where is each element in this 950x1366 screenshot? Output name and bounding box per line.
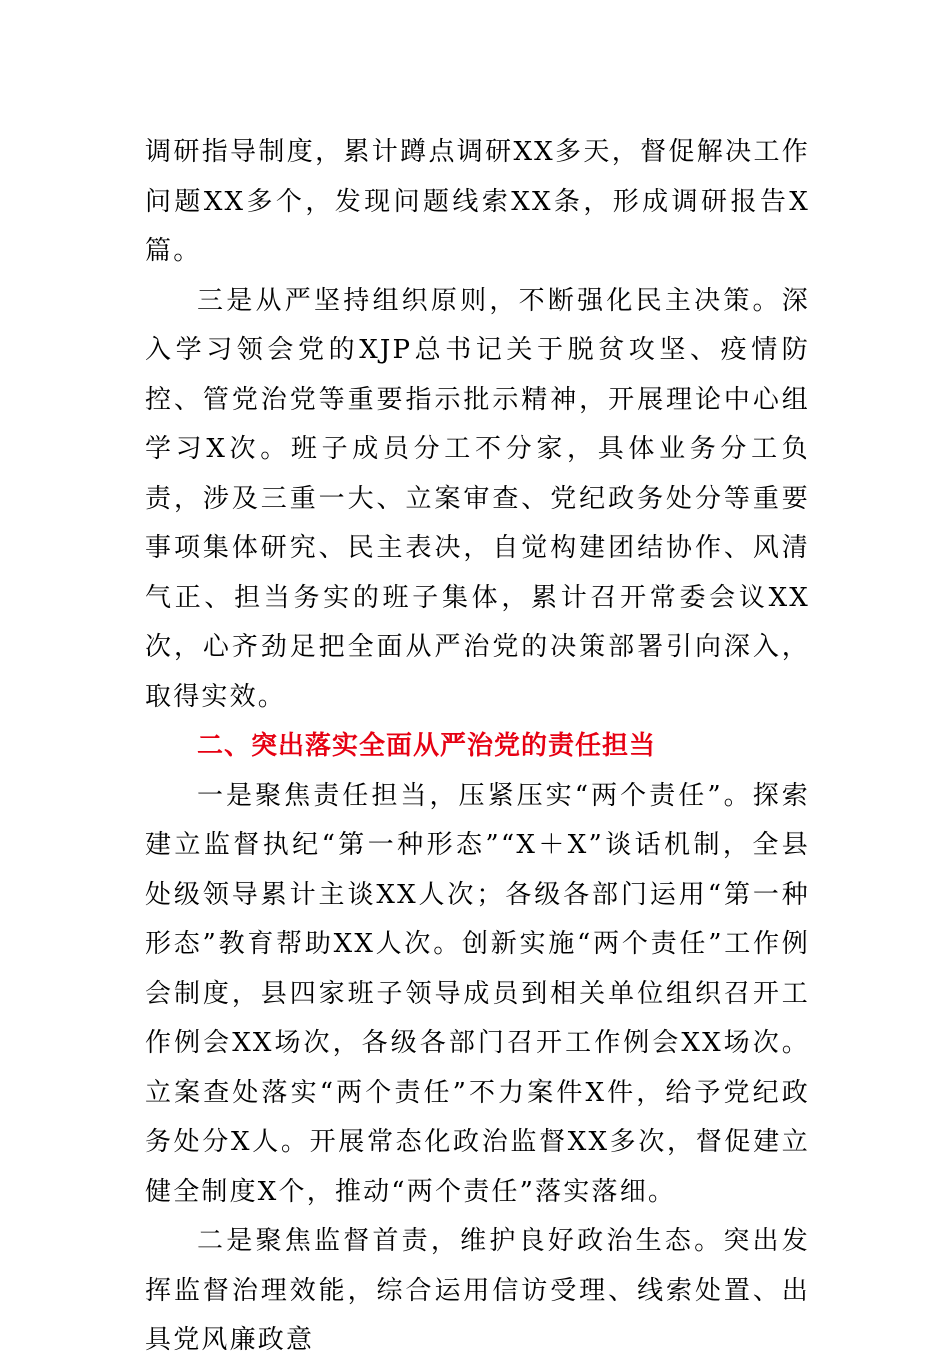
paragraph-supervision: 二是聚焦监督首责，维护良好政治生态。突出发挥监督治理效能，综合运用信访受理、线索处置、出具党风廉政意 <box>145 1226 810 1355</box>
section-heading: 二、突出落实全面从严治党的责任担当 <box>197 731 657 761</box>
paragraph-continued: 调研指导制度，累计蹲点调研XX多天，督促解决工作问题XX多个，发现问题线索XX条，形成调研报告X篇。 <box>145 137 810 266</box>
paragraph-responsibility: 一是聚焦责任担当，压紧压实“两个责任”。探索建立监督执纪“第一种形态”“X＋X”谈话机制，全县处级领导累计主谈XX人次；各级各部门运用“第一种形态”教育帮助XX人次。创新实施“两个责任”工作例会制度，县四家班子领导成员到相关单位组织召开工作例会XX场次，各级各部门召开工作例会XX场次。立案查处落实“两个责任”不力案件X件，给予党纪政务处分X人。开展常态化政治监督XX多次，督促建立健全制度X个，推动“两个责任”落实落细。 <box>145 780 810 1207</box>
paragraph-organization-principles: 三是从严坚持组织原则，不断强化民主决策。深入学习领会党的XJP总书记关于脱贫攻坚、疫情防控、管党治党等重要指示批示精神，开展理论中心组学习X次。班子成员分工不分家，具体业务分工负责，涉及三重一大、立案审查、党纪政务处分等重要事项集体研究、民主表决，自觉构建团结协作、风清气正、担当务实的班子集体，累计召开常委会议XX次，心齐劲足把全面从严治党的决策部署引向深入，取得实效。 <box>145 285 810 712</box>
document-body <box>145 128 810 1366</box>
